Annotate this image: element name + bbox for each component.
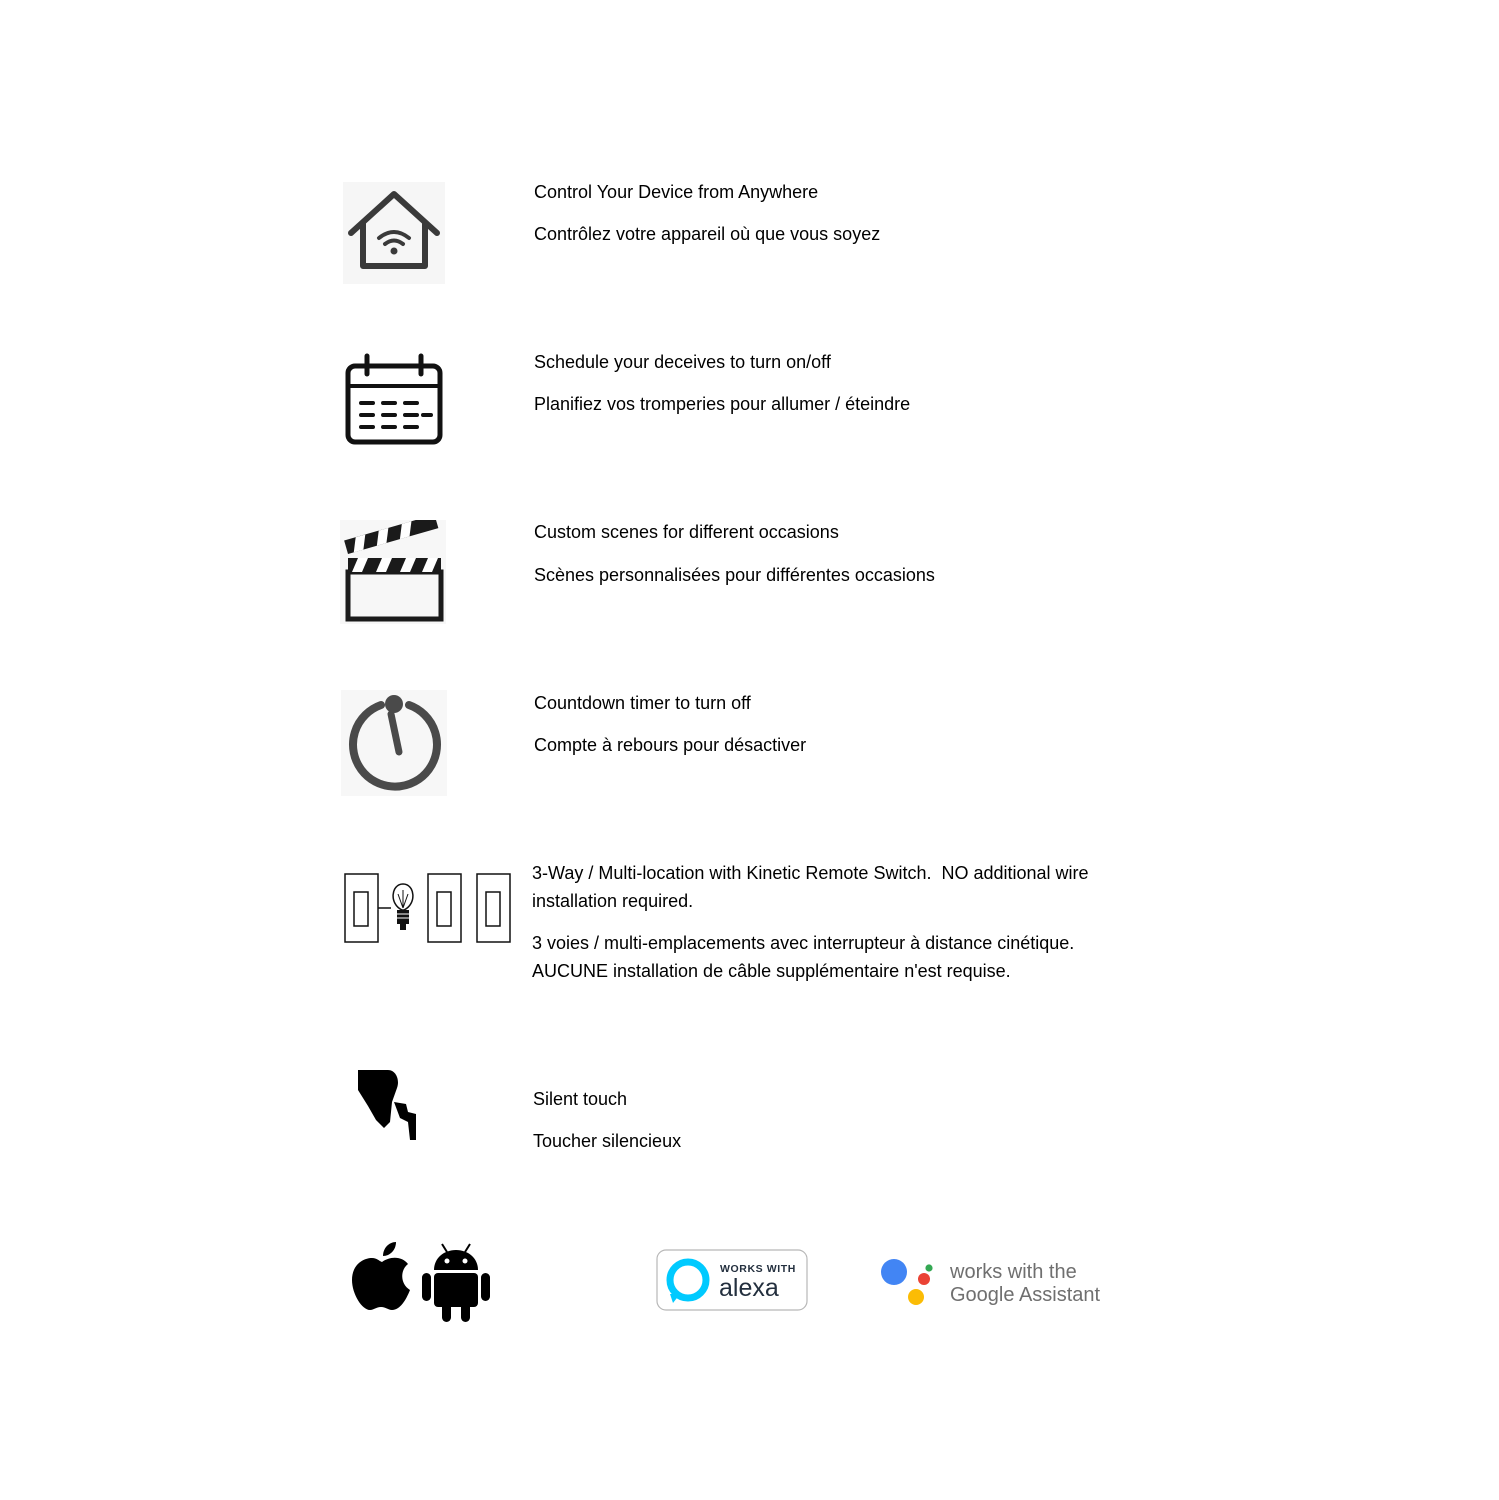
feature-3-fr: Scènes personnalisées pour différentes occasions [534, 565, 935, 585]
feature-2-en: Schedule your deceives to turn on/off [534, 352, 831, 372]
feature-5-fr-line1: 3 voies / multi-emplacements avec interrupteur à distance cinétique. [532, 933, 1075, 953]
google-dot-yellow [908, 1289, 924, 1305]
calendar-icon [343, 352, 445, 452]
feature-1-en: Control Your Device from Anywhere [534, 182, 819, 202]
feature-1-fr: Contrôlez votre appareil où que vous soyez [534, 224, 881, 244]
feature-6-fr: Toucher silencieux [533, 1131, 682, 1151]
feature-5-fr-line2: AUCUNE installation de câble supplémentaire n'est requise. [532, 961, 1011, 981]
timer-icon [341, 690, 447, 796]
silent-touch-icon [350, 1066, 422, 1144]
google-assistant-wordmark: Google Assistant [950, 1284, 1101, 1306]
feature-2-fr: Planifiez vos tromperies pour allumer / éteindre [534, 394, 911, 414]
clapperboard-icon [340, 520, 446, 624]
smart-home-wifi-icon [343, 182, 445, 284]
google-assistant-badge [878, 1252, 1118, 1310]
apple-icon [350, 1240, 414, 1314]
works-with-alexa-badge [656, 1249, 808, 1311]
google-dot-blue [881, 1259, 907, 1285]
feature-3-en: Custom scenes for different occasions [534, 522, 839, 542]
google-dot-green [925, 1264, 932, 1271]
three-way-switch-icon [343, 870, 513, 946]
feature-5-en-line2: installation required. [532, 891, 694, 911]
feature-5-en-line1: 3-Way / Multi-location with Kinetic Remote Switch. NO additional wire [532, 863, 1089, 883]
feature-4-en: Countdown timer to turn off [534, 693, 751, 713]
alexa-wordmark: alexa [719, 1274, 779, 1302]
feature-4-fr: Compte à rebours pour désactiver [534, 735, 807, 755]
android-icon [420, 1242, 492, 1324]
alexa-works-with-text: WORKS WITH [720, 1263, 796, 1275]
feature-6-en: Silent touch [533, 1089, 628, 1109]
google-works-with-text: works with the [950, 1261, 1077, 1283]
google-dot-red [918, 1273, 930, 1285]
